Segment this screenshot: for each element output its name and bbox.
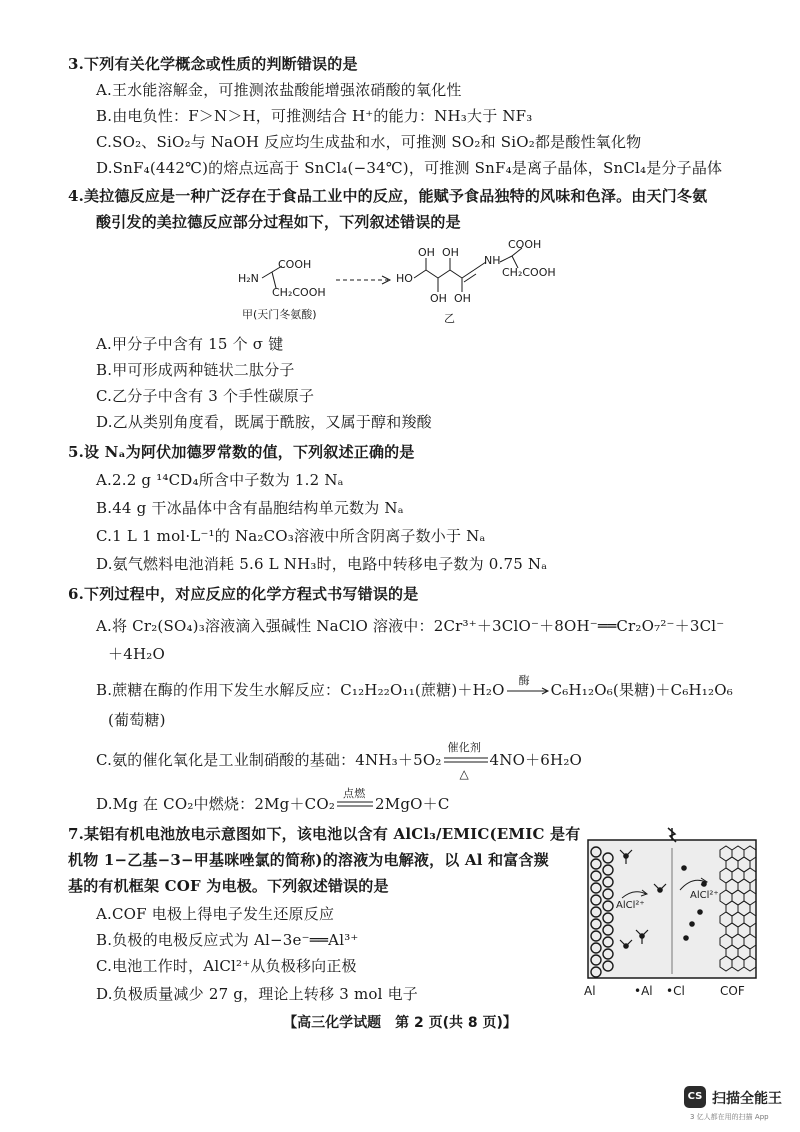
jia-ch2cooh-label: CH₂COOH	[272, 286, 326, 299]
alcl2-label-right: AlCl²⁺	[690, 890, 719, 901]
q4-option-b: B.甲可形成两种链状二肽分子	[96, 361, 295, 379]
q5-option-b: B.44 g 干冰晶体中含有晶胞结构单元数为 Nₐ	[96, 499, 404, 517]
q5-option-a: A.2.2 g ¹⁴CD₄所含中子数为 1.2 Nₐ	[96, 471, 344, 489]
q6-b-left: B.蔗糖在酶的作用下发生水解反应：C₁₂H₂₂O₁₁(蔗糖)＋H₂O	[96, 681, 505, 699]
yi-ch2cooh-label: CH₂COOH	[502, 266, 556, 279]
q6-b-right: C₆H₁₂O₆(果糖)＋C₆H₁₂O₆	[550, 681, 733, 699]
yi-nh-label: NH	[484, 254, 501, 267]
alcl2-label-left: AlCl²⁺	[616, 900, 645, 911]
q6-option-b-line1	[96, 674, 733, 700]
q7-option-a: A.COF 电极上得电子发生还原反应	[96, 905, 335, 923]
q3-option-a: A.王水能溶解金，可推测浓盐酸能增强浓硝酸的氧化性	[96, 81, 462, 99]
q7-option-c: C.电池工作时，AlCl²⁺从负极移向正极	[96, 957, 357, 975]
yi-oh-label-1: OH	[418, 246, 435, 259]
q6-option-d	[96, 787, 450, 814]
camscanner-name: 扫描全能王	[712, 1091, 782, 1107]
q6-b-enzyme-label: 酶	[518, 674, 530, 687]
q4-stem-line2: 酸引发的美拉德反应部分过程如下，下列叙述错误的是	[96, 213, 461, 231]
q6-d-left: D.Mg 在 CO₂中燃烧：2Mg＋CO₂	[96, 795, 336, 813]
q4-stem-line1: 4.美拉德反应是一种广泛存在于食品工业中的反应，能赋予食品独特的风味和色泽。由天门冬氨	[68, 187, 708, 205]
q6-b-arrow	[505, 674, 551, 700]
q6-d-condition	[335, 787, 375, 814]
yi-cooh-label: COOH	[508, 238, 542, 251]
q6-option-a-line1: A.将 Cr₂(SO₄)₃溶液滴入强碱性 NaClO 溶液中：2Cr³⁺＋3ClO⁻＋8OH⁻══Cr₂O₇²⁻＋3Cl⁻	[96, 617, 725, 635]
q3-option-d: D.SnF₄(442℃)的熔点远高于 SnCl₄(−34℃)，可推测 SnF₄是离子晶体，SnCl₄是分子晶体	[96, 159, 723, 177]
yi-caption: 乙	[444, 312, 455, 325]
q5-option-d: D.氨气燃料电池消耗 5.6 L NH₃时，电路中转移电子数为 0.75 Nₐ	[96, 555, 548, 573]
maillard-reaction-diagram	[230, 238, 570, 328]
q4-option-d: D.乙从类别角度看，既属于酰胺，又属于醇和羧酸	[96, 413, 432, 431]
q3-stem: 3.下列有关化学概念或性质的判断错误的是	[68, 55, 358, 73]
reaction-arrow-icon	[505, 680, 551, 700]
q7-option-b: B.负极的电极反应式为 Al−3e⁻══Al³⁺	[96, 931, 359, 949]
equals-double-line-icon	[335, 794, 375, 814]
q6-c-right: 4NO＋6H₂O	[489, 751, 583, 769]
al-electrode-label: Al	[584, 984, 596, 998]
q7-stem-line1: 7.某铝有机电池放电示意图如下，该电池以含有 AlCl₃/EMIC(EMIC 是有	[68, 825, 581, 843]
cof-electrode-label: COF	[720, 984, 745, 998]
q4-option-a: A.甲分子中含有 15 个 σ 键	[96, 335, 284, 353]
battery-cell-svg	[580, 826, 764, 982]
jia-cooh-label: COOH	[278, 258, 312, 271]
q6-c-heat-label: △	[459, 767, 469, 781]
q7-option-d: D.负极质量减少 27 g，理论上转移 3 mol 电子	[96, 985, 418, 1003]
q5-stem: 5.设 Nₐ为阿伏加德罗常数的值，下列叙述正确的是	[68, 443, 415, 461]
legend-cl: •Cl	[666, 984, 685, 998]
camscanner-watermark	[684, 1086, 792, 1126]
q6-c-left: C.氨的催化氧化是工业制硝酸的基础：4NH₃＋5O₂	[96, 751, 442, 769]
q6-c-condition	[442, 741, 490, 781]
q3-option-c: C.SO₂、SiO₂与 NaOH 反应均生成盐和水，可推测 SO₂和 SiO₂都是酸性氧化物	[96, 133, 642, 151]
yi-oh-label-2: OH	[442, 246, 459, 259]
q6-d-right: 2MgO＋C	[375, 795, 450, 813]
camscanner-tagline: 3 亿人都在用的扫描 App	[690, 1113, 769, 1121]
page-footer: 【高三化学试题 第 2 页(共 8 页)】	[283, 1015, 517, 1031]
jia-caption: 甲(天门冬氨酸)	[242, 308, 317, 321]
yi-oh-label-4: OH	[454, 292, 471, 305]
q6-c-catalyst-label: 催化剂	[447, 741, 482, 754]
camscanner-logo-icon: CS	[684, 1086, 706, 1108]
jia-amino-label: H₂N	[238, 272, 259, 285]
q5-option-c: C.1 L 1 mol·L⁻¹的 Na₂CO₃溶液中所含阴离子数小于 Nₐ	[96, 527, 486, 545]
q3-option-b: B.由电负性：F＞N＞H，可推测结合 H⁺的能力：NH₃大于 NF₃	[96, 107, 533, 125]
battery-diagram	[580, 826, 764, 1002]
yi-oh-label-3: OH	[430, 292, 447, 305]
q6-d-ignite-label: 点燃	[343, 787, 366, 800]
q6-option-a-line2: ＋4H₂O	[108, 645, 165, 663]
q6-stem: 6.下列过程中，对应反应的化学方程式书写错误的是	[68, 585, 419, 603]
q7-stem-line2: 机物 1−乙基−3−甲基咪唑氯的简称)的溶液为电解液，以 Al 和富含羰	[68, 851, 549, 869]
q7-stem-line3: 基的有机框架 COF 为电极。下列叙述错误的是	[68, 877, 389, 895]
yi-ho-label: HO	[396, 272, 413, 285]
legend-al: •Al	[634, 984, 653, 998]
q4-option-c: C.乙分子中含有 3 个手性碳原子	[96, 387, 315, 405]
q6-option-b-line2: (葡萄糖)	[108, 711, 166, 729]
q6-option-c	[96, 741, 583, 781]
